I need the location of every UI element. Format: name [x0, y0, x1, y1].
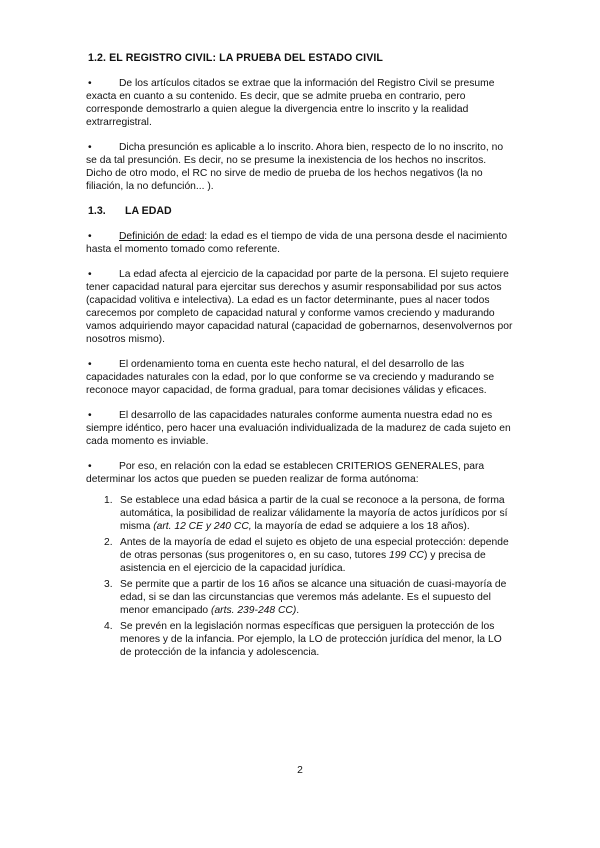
document-page — [86, 52, 514, 662]
paragraph-criterios-generales — [86, 460, 514, 486]
paragraph-text: Dicha presunción es aplicable a lo inscrito. Ahora bien, respecto de lo no inscrito, no se da tal presunción. Es decir, no se presume la inexistencia de los hechos no inscritos. Dicho de otro modo, el RC no sirve de medio de prueba de los hechos negativos (la no filiación, la no defunción... ). — [86, 142, 504, 192]
list-citation: (arts. 239-248 CC) — [211, 605, 297, 616]
bullet: • — [88, 410, 92, 421]
paragraph-text: El desarrollo de las capacidades naturales conforme aumenta nuestra edad no es siempre idéntico, pero hacer una evaluación individualizada de la madurez de cada sujeto en cada momento es inviable. — [86, 410, 511, 447]
bullet: • — [88, 142, 92, 153]
bullet: • — [88, 269, 92, 280]
numbered-list — [86, 494, 514, 659]
paragraph-text: Por eso, en relación con la edad se establecen CRITERIOS GENERALES, para determinar los actos que pueden se pueden realizar de forma autónoma: — [86, 461, 485, 485]
section-heading-registro-civil: 1.2. EL REGISTRO CIVIL: LA PRUEBA DEL ESTADO CIVIL — [88, 52, 383, 64]
list-number: 1. — [104, 495, 113, 506]
list-text: Se permite que a partir de los 16 años se alcance una situación de cuasi-mayoría de edad, si se dan las circunstancias que veremos más adelante. Es el supuesto del menor emancipado — [120, 579, 507, 616]
list-text-end: la mayoría de edad se adquiere a los 18 años). — [251, 521, 470, 532]
list-text: Se prevén en la legislación normas específicas que persiguen la protección de los menores y de la infancia. Por ejemplo, la LO de protección jurídica del menor, la LO de protección de la infancia y adolescencia. — [120, 621, 502, 658]
bullet: • — [88, 231, 92, 242]
list-citation: (art. 12 CE y 240 CC, — [153, 521, 252, 532]
list-text-end: ) y precisa de asistencia en el ejercicio de la capacidad jurídica. — [120, 550, 486, 574]
list-text: Antes de la mayoría de edad el sujeto es objeto de una especial protección: depende de otras personas (sus progenitores o, en su caso, tutores — [120, 537, 509, 561]
paragraph-text: El ordenamiento toma en cuenta este hecho natural, el del desarrollo de las capacidades naturales con la edad, por lo que conforme se va creciendo y madurando se reconoce mayor capacidad, de forma gradual, para tomar decisiones válidas y eficaces. — [86, 359, 495, 396]
list-number: 3. — [104, 579, 113, 590]
list-item — [86, 578, 514, 617]
list-citation: 199 CC — [389, 550, 424, 561]
bullet: • — [88, 78, 92, 89]
section-title: LA EDAD — [125, 205, 172, 217]
definition-text: : la edad es el tiempo de vida de una persona desde el nacimiento hasta el momento tomado como referente. — [86, 231, 508, 255]
list-item — [86, 620, 514, 659]
definition-label: Definición de edad — [119, 231, 205, 242]
list-item — [86, 494, 514, 533]
page-number: 2 — [297, 765, 303, 776]
list-number: 2. — [104, 537, 113, 548]
paragraph-presuncion-exactitud — [86, 77, 514, 129]
paragraph-definicion-edad — [86, 230, 514, 256]
paragraph-desarrollo — [86, 409, 514, 448]
paragraph-text: De los artículos citados se extrae que la información del Registro Civil se presume exacta en cuanto a su contenido. Es decir, que se admite prueba en contrario, pero corresponde demostrarlo a quien alegue la divergencia entre lo inscrito y la realidad extrarregistral. — [86, 78, 495, 128]
list-item — [86, 536, 514, 575]
paragraph-text: La edad afecta al ejercicio de la capacidad por parte de la persona. El sujeto requiere tener capacidad natural para ejercitar sus derechos y asumir responsabilidad por sus actos (capacidad volitiva e intelectiva). La edad es un factor determinante, pues al nacer todos carecemos por completo de capacidad natural y conforme vamos creciendo y madurando vamos adquiriendo mayor capacidad natural (capacidad de gobernarnos, desenvolvernos por nosotros mismo). — [86, 269, 513, 345]
section-heading-edad — [88, 205, 514, 218]
paragraph-no-inscrito — [86, 141, 514, 193]
paragraph-capacidad-natural — [86, 268, 514, 346]
section-number: 1.3. — [88, 205, 106, 217]
bullet: • — [88, 461, 92, 472]
bullet: • — [88, 359, 92, 370]
list-number: 4. — [104, 621, 113, 632]
list-text: Se establece una edad básica a partir de la cual se reconoce a la persona, de forma automática, la posibilidad de realizar válidamente la mayoría de actos jurídicos por sí misma — [120, 495, 508, 532]
list-text-end: . — [296, 605, 300, 616]
paragraph-ordenamiento — [86, 358, 514, 397]
